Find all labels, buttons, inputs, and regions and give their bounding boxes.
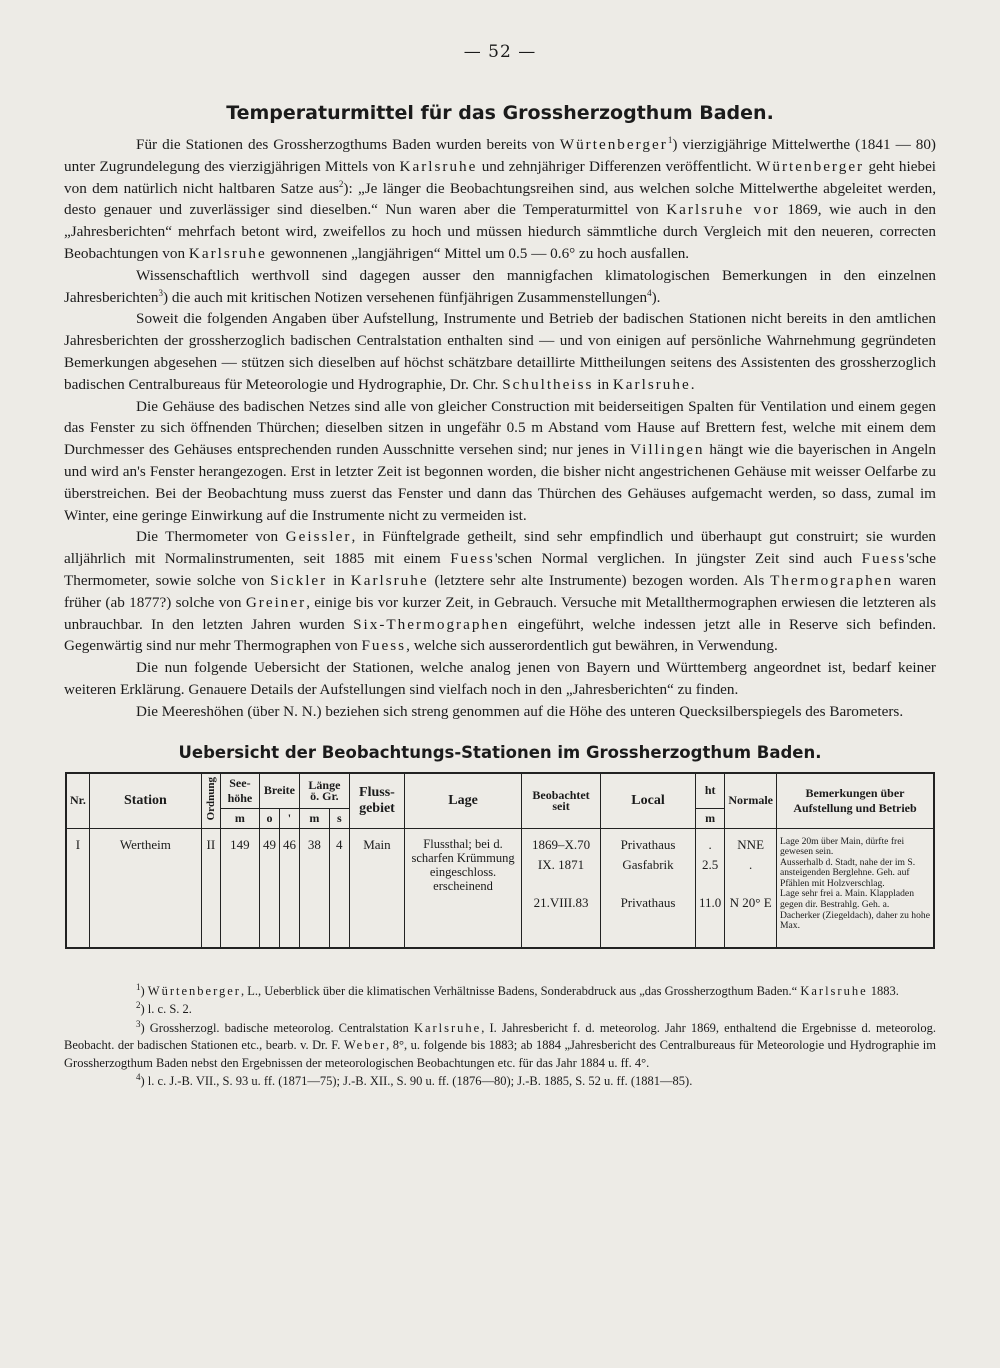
local-2: Gasfabrik (622, 856, 674, 872)
footnotes (64, 983, 936, 1091)
table-row (66, 828, 934, 948)
cell-flussgebiet: Main (349, 828, 404, 948)
col-seehoehe: See-höhe (220, 773, 259, 809)
norm-1: NNE (737, 836, 765, 852)
cell-ht (696, 828, 725, 948)
footnote-1: $^1$) Würtenberger, L., Ueberblick über die klimatischen Verhältnisse Badens, Sonderabdruck aus „das Grossherzogthum Baden.“ Karlsruhe 1883. (136, 981, 899, 998)
footnote-4: $^4$) l. c. J.-B. VII., S. 93 u. ff. (1871—75); J.-B. XII., S. 90 u. ff. (1876—80); J.-B. 1885, S. 52 u. ff. (1881—85). (136, 1071, 693, 1089)
col-breite: Breite (259, 773, 299, 809)
bem-1: Lage 20m über Main, dürfte frei gewesen sein. (780, 835, 905, 858)
cell-local (601, 828, 696, 948)
paragraph-1: Für die Stationen des Grossherzogthums Baden wurden bereits von Würtenberger$^1$) vierzigjährige Mittelwerthe (1841 — 80) unter Zugrundelegung des vierzigjährigen Mittels von Karlsruhe und zehnjähriger Differenzen veröffentlicht. Würtenberger geht hiebei von dem natürlich nicht haltbaren Satze aus$^2$): „Je länger die Beobachtungsreihen sind, aus welchen solche Mittelwerthe abgeleitet werden, desto genauer und zuverlässiger sind dieselben.“ Nun waren aber die Temperaturmittel von Karlsruhe vor 1869, wie auch in den „Jahresberichten“ mehrfach betont wird, zweifellos zu hoch und müssen hiedurch sämmtliche durch Vergleich mit den neueren, correcten Beobachtungen von Karlsruhe gewonnenen „langjährigen“ Mittel um 0.5 — 0.6° zu hoch ausfallen. (64, 134, 937, 262)
footnote-2: $^2$) l. c. S. 2. (136, 999, 192, 1017)
paragraph-5: Die Thermometer von Geissler, in Fünftelgrade getheilt, sind sehr empfindlich und überhaupt gut construirt; sie wurden alljährlich mit Normalinstrumenten, seit 1885 mit einem Fuess'schen Normal verglichen. In jüngster Zeit sind auch Fuess'sche Thermometer, sowie solche von Sickler in Karlsruhe (letztere sehr alte Instrumente) bezogen worden. Als Thermographen waren früher (ab 1877?) solche von Greiner, einige bis vor kurzer Zeit, in Gebrauch. Versuche mit Metallthermographen erwiesen die letzteren als unbrauchbar. In den letzten Jahren wurden Six-Thermographen eingeführt, welche indessen jetzt alle in Reserve sich befinden. Gegenwärtig sind nur mehr Thermographen von Fuess, welche sich ausserordentlich gut bewähren, in Verwendung. (64, 528, 937, 655)
col-flussgebiet: Fluss-gebiet (349, 773, 404, 829)
col-ht: ht (696, 773, 725, 809)
body-text (64, 134, 936, 723)
bem-3: Lage sehr frei a. Main. Klappladen gegen dir. Bestrahlg. Geh. a. Dacherker (Ziegeldach), daher zu hohe Max. (780, 888, 930, 932)
unit-seehoehe: m (220, 808, 259, 828)
page-number: — 52 — (463, 42, 537, 62)
beob-1: 1869–X.70 (531, 836, 591, 852)
paragraph-6: Die nun folgende Uebersicht der Stationen, welche analog jenen von Bayern und Württemberg angeordnet ist, bedarf keiner weiteren Erklärung. Genauere Details der Aufstellungen sind vielfach noch in den „Jahresberichten“ zu finden. (64, 659, 936, 698)
bem-2: Ausserhalb d. Stadt, nahe der im S. ansteigenden Berglehne. Geh. auf Pfählen mit Holzverschlag. (780, 856, 916, 889)
beob-2: IX. 1871 (537, 856, 585, 872)
local-1: Privathaus (620, 836, 676, 852)
paragraph-4: Die Gehäuse des badischen Netzes sind alle von gleicher Construction mit beiderseitigen Spalten für Ventilation und einem gegen das Fenster zu sich öffnenden Thürchen; dieselben sitzen in ungefähr 0.5 m Abstand vom Hause auf Brettern fest, welche mit einem dem Durchmesser des Gehäuses entsprechenden runden Ausschnitte versehen sind; nur jenes in Villingen hängt wie die bayerischen in Angeln und wird an's Fenster herangezogen. Erst in letzter Zeit ist begonnen worden, die bisher nicht angestrichenen Gehäuse mit weisser Oelfarbe zu überstreichen. Bei der Beobachtung muss zuerst das Fenster und dann das Thürchen des Gehäuses aufgemacht werden, so dass, zumal im Winter, eine geringe Einwirkung auf die Instrumente nicht zu vermeiden ist. (64, 397, 936, 524)
col-station: Station (89, 773, 201, 829)
norm-2: . (749, 856, 753, 872)
col-laenge: Länge ö. Gr. (299, 773, 349, 809)
unit-laenge-sec: s (329, 808, 349, 828)
cell-breite-deg: 49 (259, 828, 279, 948)
unit-laenge-min: m (299, 808, 329, 828)
col-bemerkungen: Bemerkungen über Aufstellung und Betrieb (777, 773, 935, 829)
col-nr: Nr. (66, 773, 89, 829)
col-lage: Lage (405, 773, 522, 829)
page-title: Temperaturmittel für das Grossherzogthum Baden. (226, 102, 774, 124)
unit-breite-deg: o (259, 808, 279, 828)
paragraph-3: Soweit die folgenden Angaben über Aufstellung, Instrumente und Betrieb der badischen Stationen nicht bereits in den amtlichen Jahresberichten der grossherzoglich badischen Centralstation enthalten sind — und von einigen auf persönliche Wahrnehmung gegründeten Bemerkungen abgesehen — stützen sich dieselben auf höchst schätzbare detaillirte Mittheilungen seitens des Assistenten des grossherzoglich badischen Centralbureaus für Meteorologie und Hydrographie, Dr. Chr. Schultheiss in Karlsruhe. (64, 310, 936, 393)
cell-breite-min: 46 (279, 828, 299, 948)
norm-3: N 20° E (729, 894, 772, 910)
col-ordnung: Ordnung (201, 773, 220, 829)
unit-breite-min: ' (279, 808, 299, 828)
paragraph-2: Wissenschaftlich werthvoll sind dagegen ausser den mannigfachen klimatologischen Bemerkungen in den einzelnen Jahresberichten$^3$) die auch mit kritischen Notizen versehenen fünfjährigen Zusammenstellungen$^4$). (64, 266, 936, 306)
ht-2: 2.5 (702, 856, 719, 872)
beob-3: 21.VIII.83 (533, 894, 589, 910)
col-normale: Normale (725, 773, 777, 829)
footnote-3: $^3$) Grossherzogl. badische meteorolog. Centralstation Karlsruhe, I. Jahresbericht f. d. meteorolog. Jahr 1869, enthaltend die Ergebnisse d. meteorolog. Beobacht. der badischen Stationen etc., bearb. v. Dr. F. Weber, 8°, u. folgende bis 1883; ab 1884 „Jahresbericht des Centralbureaus für Meteorologie und Hydrographie im Grossherzogthum Baden nebst den Ergebnissen der meteorologischen Beobachtungen etc. für das Jahr 1884 u. ff. 4°. (64, 1018, 937, 1070)
cell-station: Wertheim (89, 828, 201, 948)
cell-beobachtet (522, 828, 601, 948)
stations-table (65, 772, 935, 949)
ht-3: 11.0 (699, 894, 722, 910)
cell-ordnung: II (201, 828, 220, 948)
cell-laenge-sec: 4 (329, 828, 349, 948)
table-header-row (66, 773, 934, 809)
cell-laenge-min: 38 (299, 828, 329, 948)
cell-bemerkungen (777, 828, 935, 948)
unit-ht: m (696, 808, 725, 828)
col-beobachtet: Beobachtet seit (522, 773, 601, 829)
cell-lage: Flussthal; bei d. scharfen Krümmung eingeschloss. erscheinend (405, 828, 522, 948)
local-3: Privathaus (620, 894, 676, 910)
col-local: Local (601, 773, 696, 829)
cell-nr: I (66, 828, 89, 948)
cell-seehoehe: 149 (220, 828, 259, 948)
ht-1: . (708, 836, 712, 852)
paragraph-7: Die Meereshöhen (über N. N.) beziehen sich streng genommen auf die Höhe des unteren Quecksilberspiegels des Barometers. (136, 702, 904, 720)
table-title: Uebersicht der Beobachtungs-Stationen im Grossherzogthum Baden. (178, 742, 822, 762)
cell-normale (725, 828, 777, 948)
